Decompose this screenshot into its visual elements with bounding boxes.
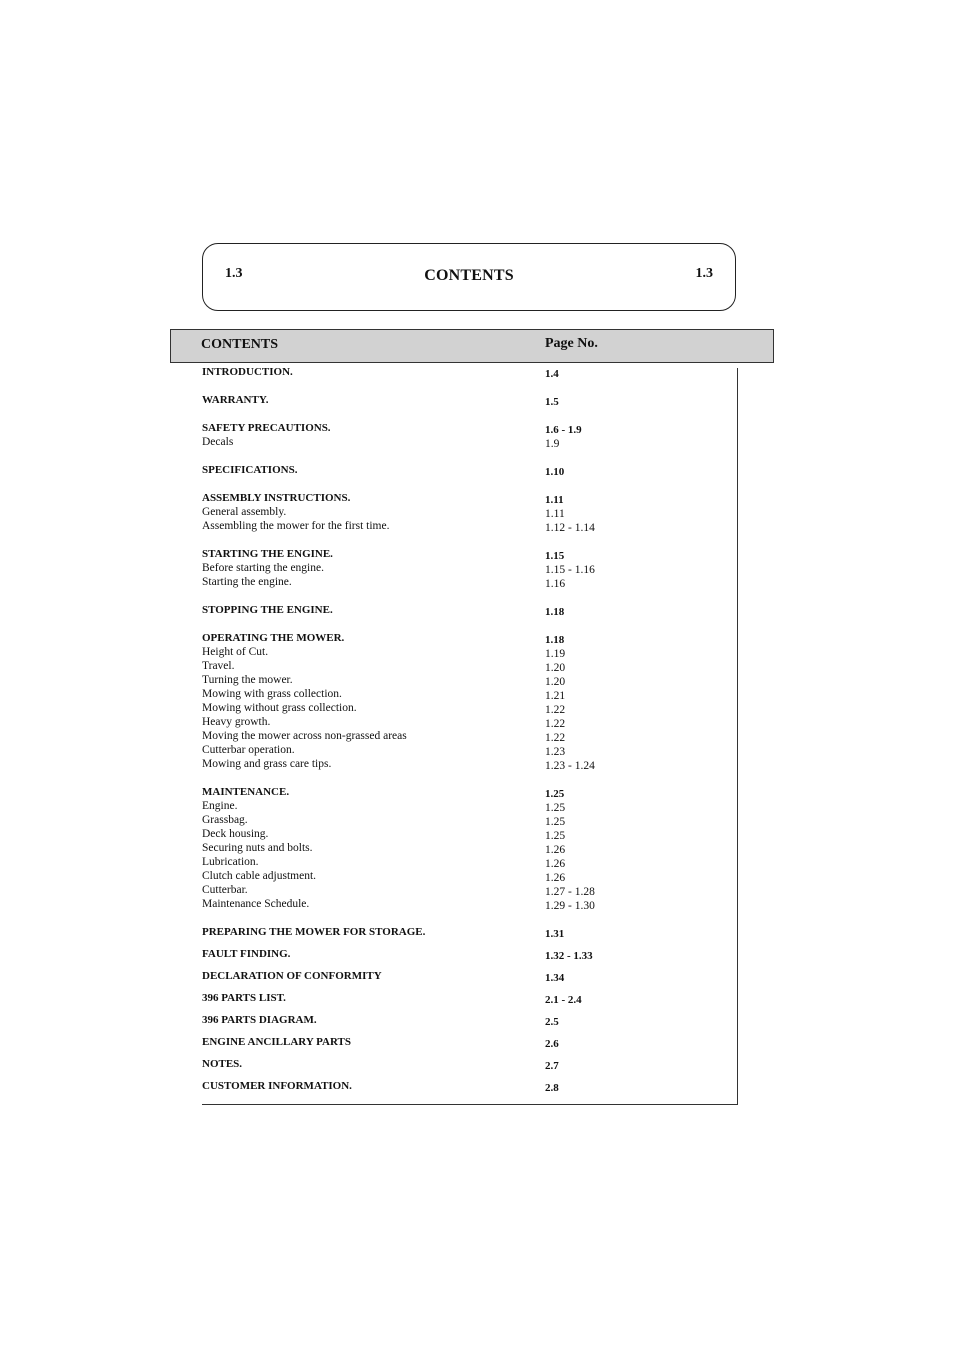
toc-entry-page: 1.10	[545, 466, 565, 478]
toc-entry-page: 1.15	[545, 550, 565, 562]
toc-subsection-row[interactable]	[202, 841, 732, 855]
spacer	[202, 589, 732, 603]
table-column-header	[170, 329, 774, 363]
toc-section-row[interactable]	[202, 365, 732, 379]
toc-entry-title: SPECIFICATIONS.	[202, 464, 298, 476]
toc-entry-page: 1.25	[545, 802, 566, 814]
toc-entry-title: CUSTOMER INFORMATION.	[202, 1080, 352, 1092]
toc-entry-title: Height of Cut.	[202, 646, 269, 658]
toc-entry-title: Grassbag.	[202, 814, 248, 826]
section-code-right: 1.3	[695, 266, 713, 281]
toc-section-row[interactable]	[202, 1079, 732, 1093]
spacer	[202, 983, 732, 991]
spacer	[202, 533, 732, 547]
toc-section-row[interactable]	[202, 925, 732, 939]
toc-entry-title: General assembly.	[202, 506, 287, 518]
spacer	[202, 771, 732, 785]
toc-subsection-row[interactable]	[202, 855, 732, 869]
toc-entry-page: 1.21	[545, 690, 566, 702]
toc-entry-title: Cutterbar operation.	[202, 744, 295, 756]
toc-subsection-row[interactable]	[202, 673, 732, 687]
toc-section-row[interactable]	[202, 463, 732, 477]
section-code-left: 1.3	[225, 266, 243, 281]
toc-entry-title: Mowing without grass collection.	[202, 702, 357, 714]
toc-entry-title: 396 PARTS LIST.	[202, 992, 286, 1004]
toc-subsection-row[interactable]	[202, 519, 732, 533]
spacer	[202, 617, 732, 631]
toc-entry-page: 1.9	[545, 438, 560, 450]
toc-entry-page: 1.25	[545, 816, 566, 828]
toc-section-row[interactable]	[202, 421, 732, 435]
toc-subsection-row[interactable]	[202, 813, 732, 827]
toc-entry-page: 1.5	[545, 396, 559, 408]
toc-entry-page: 1.16	[545, 578, 566, 590]
toc-entry-title: Turning the mower.	[202, 674, 293, 686]
toc-entry-title: STARTING THE ENGINE.	[202, 548, 333, 560]
toc-entry-title: ENGINE ANCILLARY PARTS	[202, 1036, 351, 1048]
toc-entry-title: Cutterbar.	[202, 884, 248, 896]
toc-entry-page: 2.7	[545, 1060, 559, 1072]
toc-entry-page: 1.22	[545, 718, 566, 730]
toc-entry-title: SAFETY PRECAUTIONS.	[202, 422, 331, 434]
toc-entry-page: 1.19	[545, 648, 566, 660]
toc-entry-title: Deck housing.	[202, 828, 269, 840]
page-title: CONTENTS	[424, 267, 514, 284]
toc-subsection-row[interactable]	[202, 869, 732, 883]
spacer	[202, 477, 732, 491]
toc-entry-title: Starting the engine.	[202, 576, 292, 588]
toc-entry-page: 1.26	[545, 872, 566, 884]
toc-entry-title: Securing nuts and bolts.	[202, 842, 313, 854]
toc-subsection-row[interactable]	[202, 729, 732, 743]
table-of-contents	[202, 365, 732, 1093]
toc-entry-title: INTRODUCTION.	[202, 366, 293, 378]
toc-section-row[interactable]	[202, 991, 732, 1005]
toc-entry-page: 1.4	[545, 368, 559, 380]
toc-entry-title: MAINTENANCE.	[202, 786, 290, 798]
toc-section-row[interactable]	[202, 1035, 732, 1049]
spacer	[202, 1005, 732, 1013]
contents-column-label: CONTENTS	[201, 337, 279, 352]
toc-subsection-row[interactable]	[202, 701, 732, 715]
toc-entry-page: 1.11	[545, 508, 565, 520]
spacer	[202, 1071, 732, 1079]
toc-subsection-row[interactable]	[202, 827, 732, 841]
spacer	[202, 1027, 732, 1035]
toc-entry-title: Mowing and grass care tips.	[202, 758, 332, 770]
toc-section-row[interactable]	[202, 947, 732, 961]
toc-entry-title: Clutch cable adjustment.	[202, 870, 317, 882]
toc-entry-page: 1.15 - 1.16	[545, 564, 595, 576]
toc-entry-page: 1.12 - 1.14	[545, 522, 595, 534]
toc-entry-page: 1.31	[545, 928, 565, 940]
toc-entry-title: Heavy growth.	[202, 716, 271, 728]
toc-entry-title: 396 PARTS DIAGRAM.	[202, 1014, 317, 1026]
toc-entry-title: STOPPING THE ENGINE.	[202, 604, 333, 616]
toc-entry-page: 1.6 - 1.9	[545, 424, 582, 436]
toc-entry-page: 1.11	[545, 494, 564, 506]
toc-entry-page: 1.25	[545, 788, 565, 800]
toc-subsection-row[interactable]	[202, 897, 732, 911]
toc-entry-page: 1.22	[545, 704, 566, 716]
toc-section-row[interactable]	[202, 491, 732, 505]
toc-section-row[interactable]	[202, 631, 732, 645]
toc-entry-title: Maintenance Schedule.	[202, 898, 310, 910]
toc-subsection-row[interactable]	[202, 575, 732, 589]
toc-entry-page: 1.20	[545, 662, 566, 674]
toc-subsection-row[interactable]	[202, 883, 732, 897]
toc-entry-title: OPERATING THE MOWER.	[202, 632, 345, 644]
toc-entry-page: 1.23 - 1.24	[545, 760, 595, 772]
toc-entry-page: 1.20	[545, 676, 566, 688]
toc-entry-title: WARRANTY.	[202, 394, 269, 406]
page-number-column-label: Page No.	[545, 336, 598, 351]
toc-subsection-row[interactable]	[202, 743, 732, 757]
toc-entry-page: 2.5	[545, 1016, 559, 1028]
toc-entry-page: 2.1 - 2.4	[545, 994, 582, 1006]
toc-entry-page: 1.18	[545, 634, 565, 646]
toc-section-row[interactable]	[202, 393, 732, 407]
toc-entry-page: 1.18	[545, 606, 565, 618]
toc-entry-title: NOTES.	[202, 1058, 243, 1070]
toc-entry-title: Moving the mower across non-grassed areas	[202, 730, 407, 742]
spacer	[202, 939, 732, 947]
toc-subsection-row[interactable]	[202, 645, 732, 659]
toc-section-row[interactable]	[202, 785, 732, 799]
toc-section-row[interactable]	[202, 1013, 732, 1027]
spacer	[202, 961, 732, 969]
toc-entry-page: 2.6	[545, 1038, 559, 1050]
toc-entry-title: Before starting the engine.	[202, 562, 324, 574]
spacer	[202, 449, 732, 463]
toc-entry-title: Travel.	[202, 660, 235, 672]
toc-subsection-row[interactable]	[202, 659, 732, 673]
toc-section-row[interactable]	[202, 603, 732, 617]
toc-entry-page: 1.23	[545, 746, 566, 758]
toc-entry-title: Decals	[202, 436, 234, 448]
toc-entry-page: 2.8	[545, 1082, 559, 1094]
toc-entry-title: ASSEMBLY INSTRUCTIONS.	[202, 492, 351, 504]
toc-entry-page: 1.26	[545, 858, 566, 870]
toc-subsection-row[interactable]	[202, 505, 732, 519]
toc-subsection-row[interactable]	[202, 757, 732, 771]
toc-entry-title: DECLARATION OF CONFORMITY	[202, 970, 382, 982]
toc-section-row[interactable]	[202, 969, 732, 983]
toc-entry-title: Assembling the mower for the first time.	[202, 520, 390, 532]
toc-subsection-row[interactable]	[202, 561, 732, 575]
toc-entry-page: 1.34	[545, 972, 565, 984]
toc-subsection-row[interactable]	[202, 799, 732, 813]
spacer	[202, 407, 732, 421]
toc-entry-title: PREPARING THE MOWER FOR STORAGE.	[202, 926, 426, 938]
spacer	[202, 1049, 732, 1057]
toc-entry-page: 1.22	[545, 732, 566, 744]
toc-section-row[interactable]	[202, 1057, 732, 1071]
toc-entry-title: Lubrication.	[202, 856, 259, 868]
page-header-box	[202, 243, 736, 311]
spacer	[202, 379, 732, 393]
toc-subsection-row[interactable]	[202, 715, 732, 729]
toc-subsection-row[interactable]	[202, 687, 732, 701]
toc-entry-page: 1.25	[545, 830, 566, 842]
toc-entry-page: 1.27 - 1.28	[545, 886, 595, 898]
toc-entry-page: 1.32 - 1.33	[545, 950, 593, 962]
toc-subsection-row[interactable]	[202, 435, 732, 449]
toc-entry-title: Engine.	[202, 800, 238, 812]
toc-entry-title: Mowing with grass collection.	[202, 688, 342, 700]
spacer	[202, 911, 732, 925]
toc-entry-page: 1.26	[545, 844, 566, 856]
toc-section-row[interactable]	[202, 547, 732, 561]
toc-entry-page: 1.29 - 1.30	[545, 900, 595, 912]
toc-entry-title: FAULT FINDING.	[202, 948, 291, 960]
